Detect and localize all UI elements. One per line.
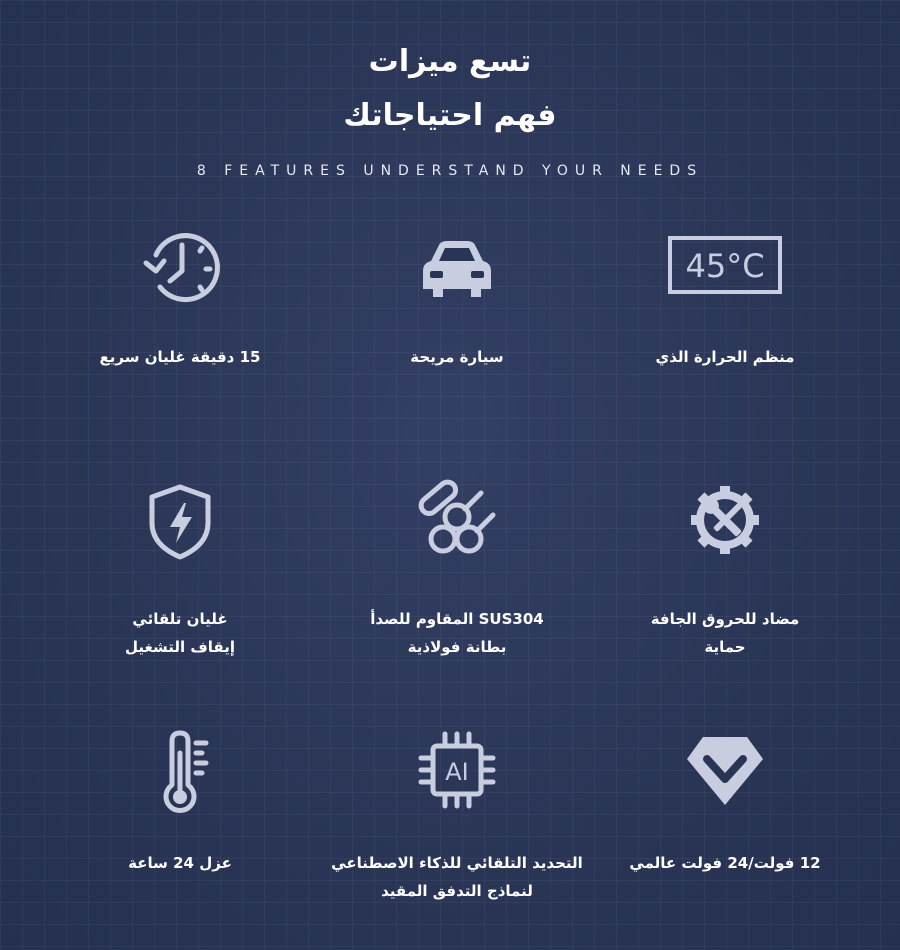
page-subtitle: 8 FEATURES UNDERSTAND YOUR NEEDS xyxy=(196,163,704,179)
ai-chip-icon xyxy=(397,725,517,815)
gear-wrench-icon xyxy=(665,475,785,565)
svg-text:45°C: 45°C xyxy=(685,247,765,285)
feature-label: منظم الحرارة الذي xyxy=(655,348,795,366)
feature-auto-shutoff xyxy=(50,475,310,661)
feature-quick-boil xyxy=(50,225,310,371)
feature-comfortable-car xyxy=(327,225,587,371)
page-title-line1: تسع ميزات xyxy=(368,44,532,79)
clock-icon xyxy=(120,225,240,315)
steel-pipes-icon xyxy=(397,475,517,565)
feature-smart-thermostat xyxy=(595,225,855,371)
feature-label: حماية xyxy=(704,638,746,656)
feature-label: عزل 24 ساعة xyxy=(128,854,232,872)
chevron-down-icon xyxy=(665,725,785,815)
car-icon xyxy=(397,225,517,315)
feature-label: إيقاف التشغيل xyxy=(125,638,235,656)
feature-dry-burn-protection xyxy=(595,475,855,661)
thermostat-display-icon xyxy=(665,225,785,315)
feature-label: 15 دقيقة غليان سريع xyxy=(99,348,261,366)
feature-label: التحديد التلقائي للذكاء الاصطناعي xyxy=(331,854,583,872)
feature-label: غليان تلقائي xyxy=(132,610,228,628)
feature-label: سيارة مريحة xyxy=(410,348,504,366)
thermometer-icon xyxy=(120,725,240,815)
feature-label: لنماذج التدفق المقيد xyxy=(381,882,533,900)
feature-insulation xyxy=(50,725,310,877)
feature-label: 12 فولت/24 فولت عالمي xyxy=(629,854,821,872)
feature-label: مضاد للحروق الجافة xyxy=(650,610,800,628)
feature-ai-detection xyxy=(327,725,587,905)
svg-text:AI: AI xyxy=(445,758,469,786)
feature-label: بطانة فولاذية xyxy=(407,638,507,656)
feature-stainless-liner xyxy=(327,475,587,661)
shield-bolt-icon xyxy=(120,475,240,565)
page-title-line2: فهم احتياجاتك xyxy=(343,98,557,133)
feature-label: SUS304 المقاوم للصدأ xyxy=(370,610,544,628)
feature-universal-voltage xyxy=(595,725,855,877)
